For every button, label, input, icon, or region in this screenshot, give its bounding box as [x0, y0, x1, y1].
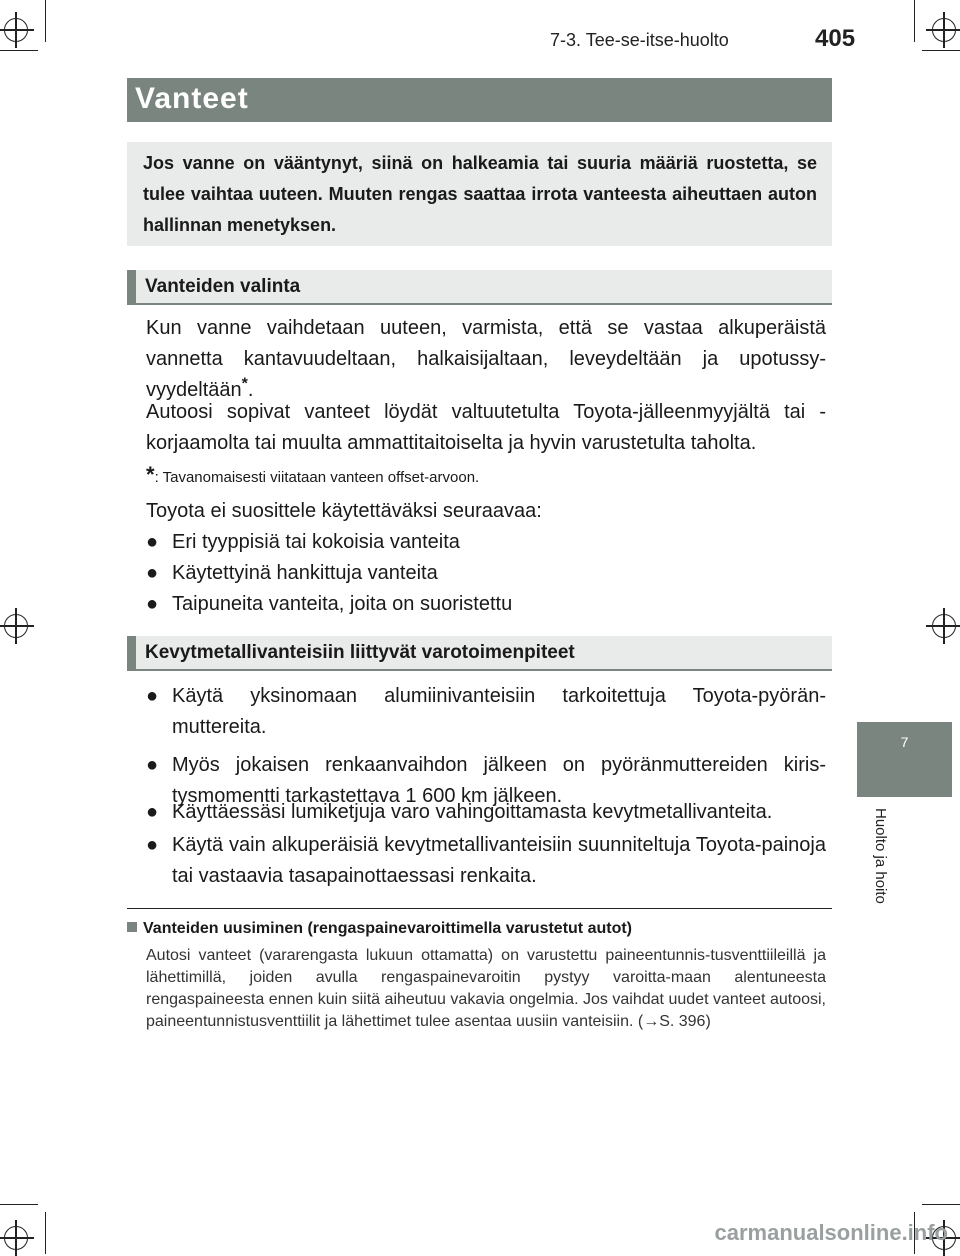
note-heading: Vanteiden uusiminen (rengaspainevaroittimella varustetut autot) [127, 920, 632, 938]
chapter-tab [857, 722, 952, 797]
list-item: ● Käytettyinä hankittuja vanteita [146, 558, 826, 589]
registration-mark [0, 12, 34, 48]
divider [127, 908, 832, 909]
paragraph: Autoosi sopivat vanteet löydät valtuutetulta Toyota-jälleenmyyjältä tai -korjaamolta tai muulta ammattitaitoiselta ja hyvin varustetulta taholta. [146, 401, 826, 454]
page-number: 405 [815, 25, 856, 52]
trim-line [45, 0, 46, 42]
registration-mark [926, 608, 960, 644]
trim-line [914, 0, 915, 42]
title-bar [127, 78, 832, 122]
registration-mark [0, 1220, 34, 1256]
section-heading-alloy-precautions [127, 636, 832, 671]
watermark: carmanualsonline.info [714, 1220, 948, 1245]
bullet-icon: ● [146, 562, 159, 584]
section-heading-rim-selection [127, 270, 832, 305]
note-body: Autosi vanteet (vararengasta lukuun ottamatta) on varustettu paineentunnis-tusventtiileillä ja lähettimillä, joiden avulla rengaspainevaroitin pystyy varoitta-maan alentuneesta rengaspaineesta ennen kuin siitä aiheutuu vakavia ongelmia. Jos vaihdat uudet vanteet autoosi, paineentunnistusventtiilit ja lähettimet tulee asentaa uusiin vanteisiin. (→S. 396) [146, 947, 826, 1030]
trim-line [0, 50, 38, 51]
chapter-number: 7 [900, 734, 909, 750]
intro-text: Jos vanne on vääntynyt, siinä on halkeamia tai suuria määriä ruostetta, se tulee vaihtaa uuteen. Muuten rengas saattaa irrota vanteesta aiheuttaen auton hallinnan menetyksen. [143, 153, 817, 235]
lead-text: Toyota ei suosittele käytettäväksi seuraavaa: [146, 500, 542, 522]
footnote-marker: * [241, 375, 248, 393]
running-header: 7-3. Tee-se-itse-huolto [550, 30, 729, 50]
paragraph: Kun vanne vaihdetaan uuteen, varmista, että se vastaa alkuperäistä vannetta kantavuudeltaan, halkaisijaltaan, leveydeltään ja upotussy-vyydeltään*. [146, 317, 826, 401]
registration-mark [926, 12, 960, 48]
bullet-icon: ● [146, 834, 159, 856]
square-bullet-icon [127, 922, 137, 932]
list-item: ● Myös jokaisen renkaanvaihdon jälkeen on pyöränmuttereiden kiris-tysmomentti tarkastettava 1 600 km jälkeen. [146, 750, 826, 812]
bullet-icon: ● [146, 685, 159, 707]
list-item: ● Taipuneita vanteita, joita on suoristettu [146, 589, 826, 620]
footnote-marker: * [146, 462, 155, 487]
trim-line [45, 1212, 46, 1254]
section-heading-label: Kevytmetallivanteisiin liittyvät varotoimenpiteet [145, 642, 575, 663]
registration-mark [0, 608, 34, 644]
trim-line [0, 1204, 38, 1205]
chapter-label: Huolto ja hoito [872, 808, 889, 904]
section-heading-label: Vanteiden valinta [145, 276, 301, 297]
footnote: *: Tavanomaisesti viitataan vanteen offset-arvoon. [146, 462, 480, 487]
bullet-icon: ● [146, 801, 159, 823]
trim-line [922, 1204, 960, 1205]
intro-box [127, 142, 832, 246]
page-title: Vanteet [135, 82, 249, 115]
bullet-icon: ● [146, 593, 159, 615]
trim-line [922, 50, 960, 51]
list-item: ● Käytä yksinomaan alumiinivanteisiin tarkoitettuja Toyota-pyörän-muttereita. [146, 681, 826, 743]
list-item: ● Käytä vain alkuperäisiä kevytmetallivanteisiin suunniteltuja Toyota-painoja tai vastaavia tasapainottaessasi renkaita. [146, 830, 826, 892]
bullet-icon: ● [146, 531, 159, 553]
list-item: ● Käyttäessäsi lumiketjuja varo vahingoittamasta kevytmetallivanteita. [146, 797, 826, 828]
bullet-icon: ● [146, 754, 159, 776]
list-item: ● Eri tyyppisiä tai kokoisia vanteita [146, 527, 826, 558]
